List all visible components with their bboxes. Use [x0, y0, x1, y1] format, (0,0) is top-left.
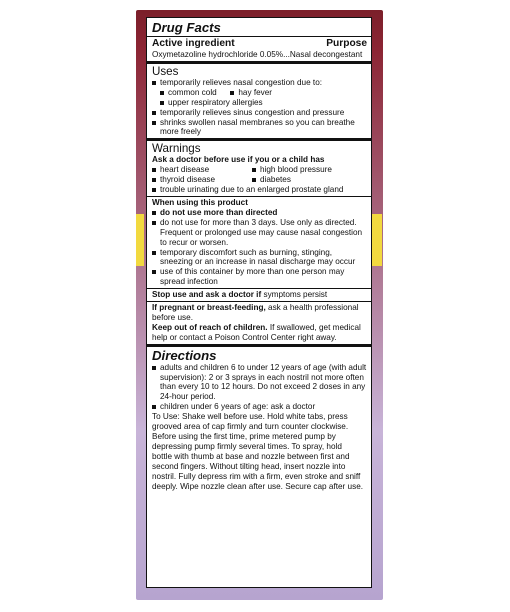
active-ingredient-header: [152, 38, 367, 50]
when-using-item: do not use more than directed: [152, 208, 367, 218]
directions-cont: than every 10 to 12 hours. Do not exceed 2 doses in any: [160, 382, 366, 392]
drug-facts-panel: [146, 17, 372, 588]
uses-subitems: [152, 88, 367, 98]
condition-row: [152, 165, 367, 175]
condition: high blood pressure: [252, 165, 332, 175]
to-use-line: grooved area of cap firmly and turn counter clockwise.: [152, 422, 349, 432]
pregnant-bold: If pregnant or breast-feeding,: [152, 303, 266, 313]
when-using-item: use of this container by more than one person may: [152, 267, 367, 277]
directions-cont: supervision): 2 or 3 sprays in each nostril not more often: [160, 372, 364, 382]
when-using-item: temporary discomfort such as burning, stinging,: [152, 248, 367, 258]
uses-item: shrinks swollen nasal membranes so you can breathe: [152, 118, 367, 128]
active-ingredient-line: Oxymetazoline hydrochloride 0.05%...Nasal decongestant: [152, 50, 363, 59]
condition: heart disease: [152, 165, 252, 175]
purpose-heading: Purpose: [326, 38, 367, 49]
divider: [147, 344, 371, 347]
active-ingredient-heading: Active ingredient: [152, 38, 235, 49]
when-using-item: do not use for more than 3 days. Use only as directed.: [152, 218, 367, 228]
pregnant-cont: before use.: [152, 312, 193, 322]
uses-subitem: upper respiratory allergies: [160, 98, 263, 107]
uses-item: temporarily relieves nasal congestion due to:: [152, 78, 367, 88]
drug-facts-title: Drug Facts: [152, 20, 221, 35]
ask-doctor-heading: Ask a doctor before use if you or a child has: [152, 155, 325, 165]
keep-out-bold: Keep out of reach of children.: [152, 322, 268, 332]
yellow-tab-left: [136, 214, 144, 266]
divider: [147, 196, 371, 197]
when-using-cont: sneezing or an increase in nasal discharge may occur: [160, 257, 356, 267]
to-use-line: second fingers. Without tilting head, insert nozzle into: [152, 461, 346, 471]
uses-item-cont: more freely: [160, 127, 201, 137]
keep-out-rest: If swallowed, get medical: [267, 322, 361, 332]
to-use-line: Before using the first time, prime metered pump by: [152, 432, 336, 441]
directions-heading: Directions: [152, 347, 217, 363]
directions-item: adults and children 6 to under 12 years of age (with adult: [152, 363, 367, 373]
divider: [147, 138, 371, 141]
when-using-cont: Frequent or prolonged use may cause nasal congestion: [160, 227, 363, 237]
to-use-line: To Use: Shake well before use. Hold white tabs, press: [152, 412, 348, 422]
when-using-heading: When using this product: [152, 197, 248, 207]
divider: [147, 36, 371, 37]
divider: [147, 288, 371, 289]
warnings-heading: Warnings: [152, 142, 201, 156]
condition-row: [152, 175, 367, 185]
condition: diabetes: [252, 175, 291, 185]
directions-cont: 24-hour period.: [160, 392, 216, 402]
uses-subitem: common cold: [160, 88, 217, 97]
to-use-line: depressing pump firmly several times. To spray, hold: [152, 441, 342, 451]
divider: [147, 61, 371, 64]
yellow-tab-right: [372, 214, 382, 266]
to-use-line: nostril. Fully depress rim with a firm, even stroke and sniff: [152, 471, 361, 481]
when-using-cont: spread infection: [160, 277, 218, 287]
stop-use-bold: Stop use and ask a doctor if: [152, 290, 262, 300]
stop-use-rest: symptoms persist: [261, 290, 328, 300]
uses-subitem: hay fever: [230, 88, 272, 97]
pregnant-rest: ask a health professional: [265, 303, 359, 313]
to-use-line: deeply. Wipe nozzle clean after use. Secure cap after use.: [152, 481, 364, 491]
condition: trouble urinating due to an enlarged prostate gland: [152, 185, 367, 195]
keep-out-line: [152, 323, 367, 333]
to-use-line: bottle with thumb at base and nozzle between first and: [152, 451, 350, 461]
uses-item: temporarily relieves sinus congestion and pressure: [152, 108, 367, 118]
pregnant-line: [152, 303, 367, 313]
when-using-cont: to recur or worsen.: [160, 237, 229, 247]
uses-heading: Uses: [152, 64, 179, 78]
keep-out-cont: help or contact a Poison Control Center right away.: [152, 332, 337, 342]
uses-subitems: [152, 98, 367, 108]
condition: thyroid disease: [152, 175, 252, 185]
divider: [147, 301, 371, 302]
stop-use-line: [152, 290, 367, 300]
directions-item: children under 6 years of age: ask a doctor: [152, 402, 367, 412]
